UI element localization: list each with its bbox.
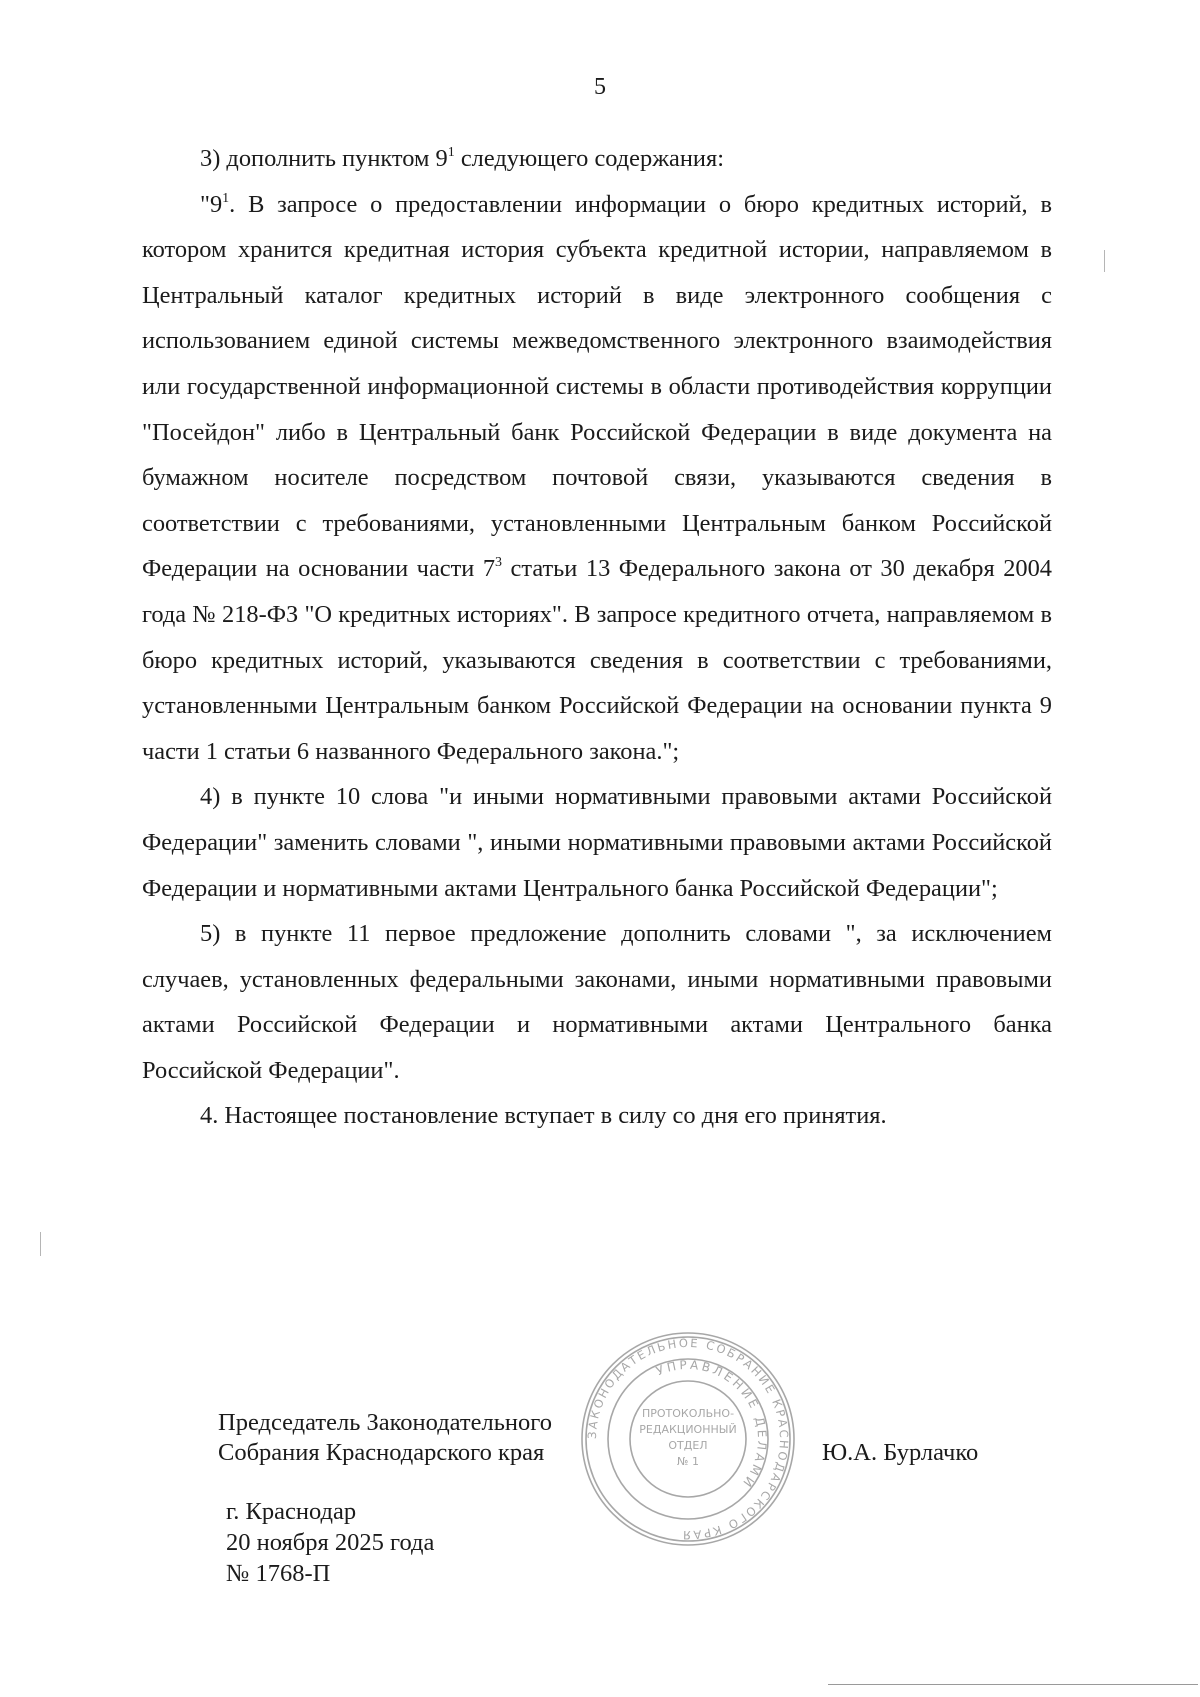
official-seal	[578, 1329, 798, 1549]
document-body	[142, 136, 1052, 1139]
city: г. Краснодар	[226, 1498, 357, 1525]
page-number: 5	[594, 74, 606, 100]
signer-name: Ю.А. Бурлачко	[822, 1439, 979, 1466]
place-and-date	[226, 1496, 434, 1589]
quote-text-part-1: . В запросе о предоставлении информации о бюро кредитных историй, в котором хранится кредитная история субъекта кредитной истории, направляемом в Центральный каталог кредитных историй в виде электронного сообщения с использованием единой системы межведомственного электронного взаимодействия или государственной информационной системы в области противодействия коррупции "Посейдон" либо в Центральный банк Российской Федерации в виде документа на бумажном носителе посредством почтовой связи, указываются сведения в соответствии с требованиями, установленными Центральным банком Российской Федерации на основании части 7	[142, 190, 1052, 583]
item-5: 5) в пункте 11 первое предложение дополнить словами ", за исключением случаев, установленных федеральными законами, иными нормативными правовыми актами Российской Федерации и нормативными актами Центрального банка Российской Федерации".	[142, 920, 1052, 1084]
scan-artifact-top	[1104, 250, 1105, 272]
date: 20 ноября 2025 года	[226, 1529, 435, 1556]
scan-artifact-left	[40, 1232, 41, 1256]
superscript: 1	[447, 145, 455, 160]
item-final: 4. Настоящее постановление вступает в силу со дня его принятия.	[200, 1102, 887, 1130]
superscript: 3	[495, 555, 503, 571]
item-3-quote	[142, 182, 1052, 775]
quote-text-part-2: статьи 13 Федерального закона от 30 декабря 2004 года № 218-ФЗ "О кредитных историях". В запросе кредитного отчета, направляемом в бюро кредитных историй, указываются сведения в соответствии с требованиями, установленными Центральным банком Российской Федерации на основании пункта 9 части 1 статьи 6 названного Федерального закона.";	[142, 555, 1052, 765]
seal-center-line-3: ОТДЕЛ	[668, 1439, 708, 1452]
superscript: 1	[222, 190, 230, 206]
document-number: № 1768-П	[226, 1560, 331, 1587]
signature-position	[218, 1408, 552, 1468]
seal-center-line-1: ПРОТОКОЛЬНО-	[641, 1407, 735, 1420]
item-3-intro-text: 3) дополнить пунктом 9	[200, 145, 448, 172]
seal-center-line-2: РЕДАКЦИОННЫЙ	[639, 1423, 737, 1436]
item-4: 4) в пункте 10 слова "и иными нормативными правовыми актами Российской Федерации" заменить словами ", иными нормативными правовыми актами Российской Федерации и нормативными актами Центрального банка Российской Федерации";	[142, 783, 1052, 902]
item-3-intro	[142, 136, 1052, 182]
quote-open: "9	[200, 190, 223, 218]
seal-center-line-4: № 1	[677, 1455, 699, 1468]
scan-artifact-bottom	[828, 1684, 1198, 1685]
seal-inner-text: УПРАВЛЕНИЕ ДЕЛАМИ	[654, 1357, 770, 1492]
position-line-2: Собрания Краснодарского края	[218, 1439, 545, 1466]
seal-outer-text: ЗАКОНОДАТЕЛЬНОЕ СОБРАНИЕ КРАСНОДАРСКОГО КРАЯ	[584, 1335, 792, 1543]
item-3-intro-tail: следующего содержания:	[454, 145, 724, 172]
position-line-1: Председатель Законодательного	[218, 1409, 552, 1436]
